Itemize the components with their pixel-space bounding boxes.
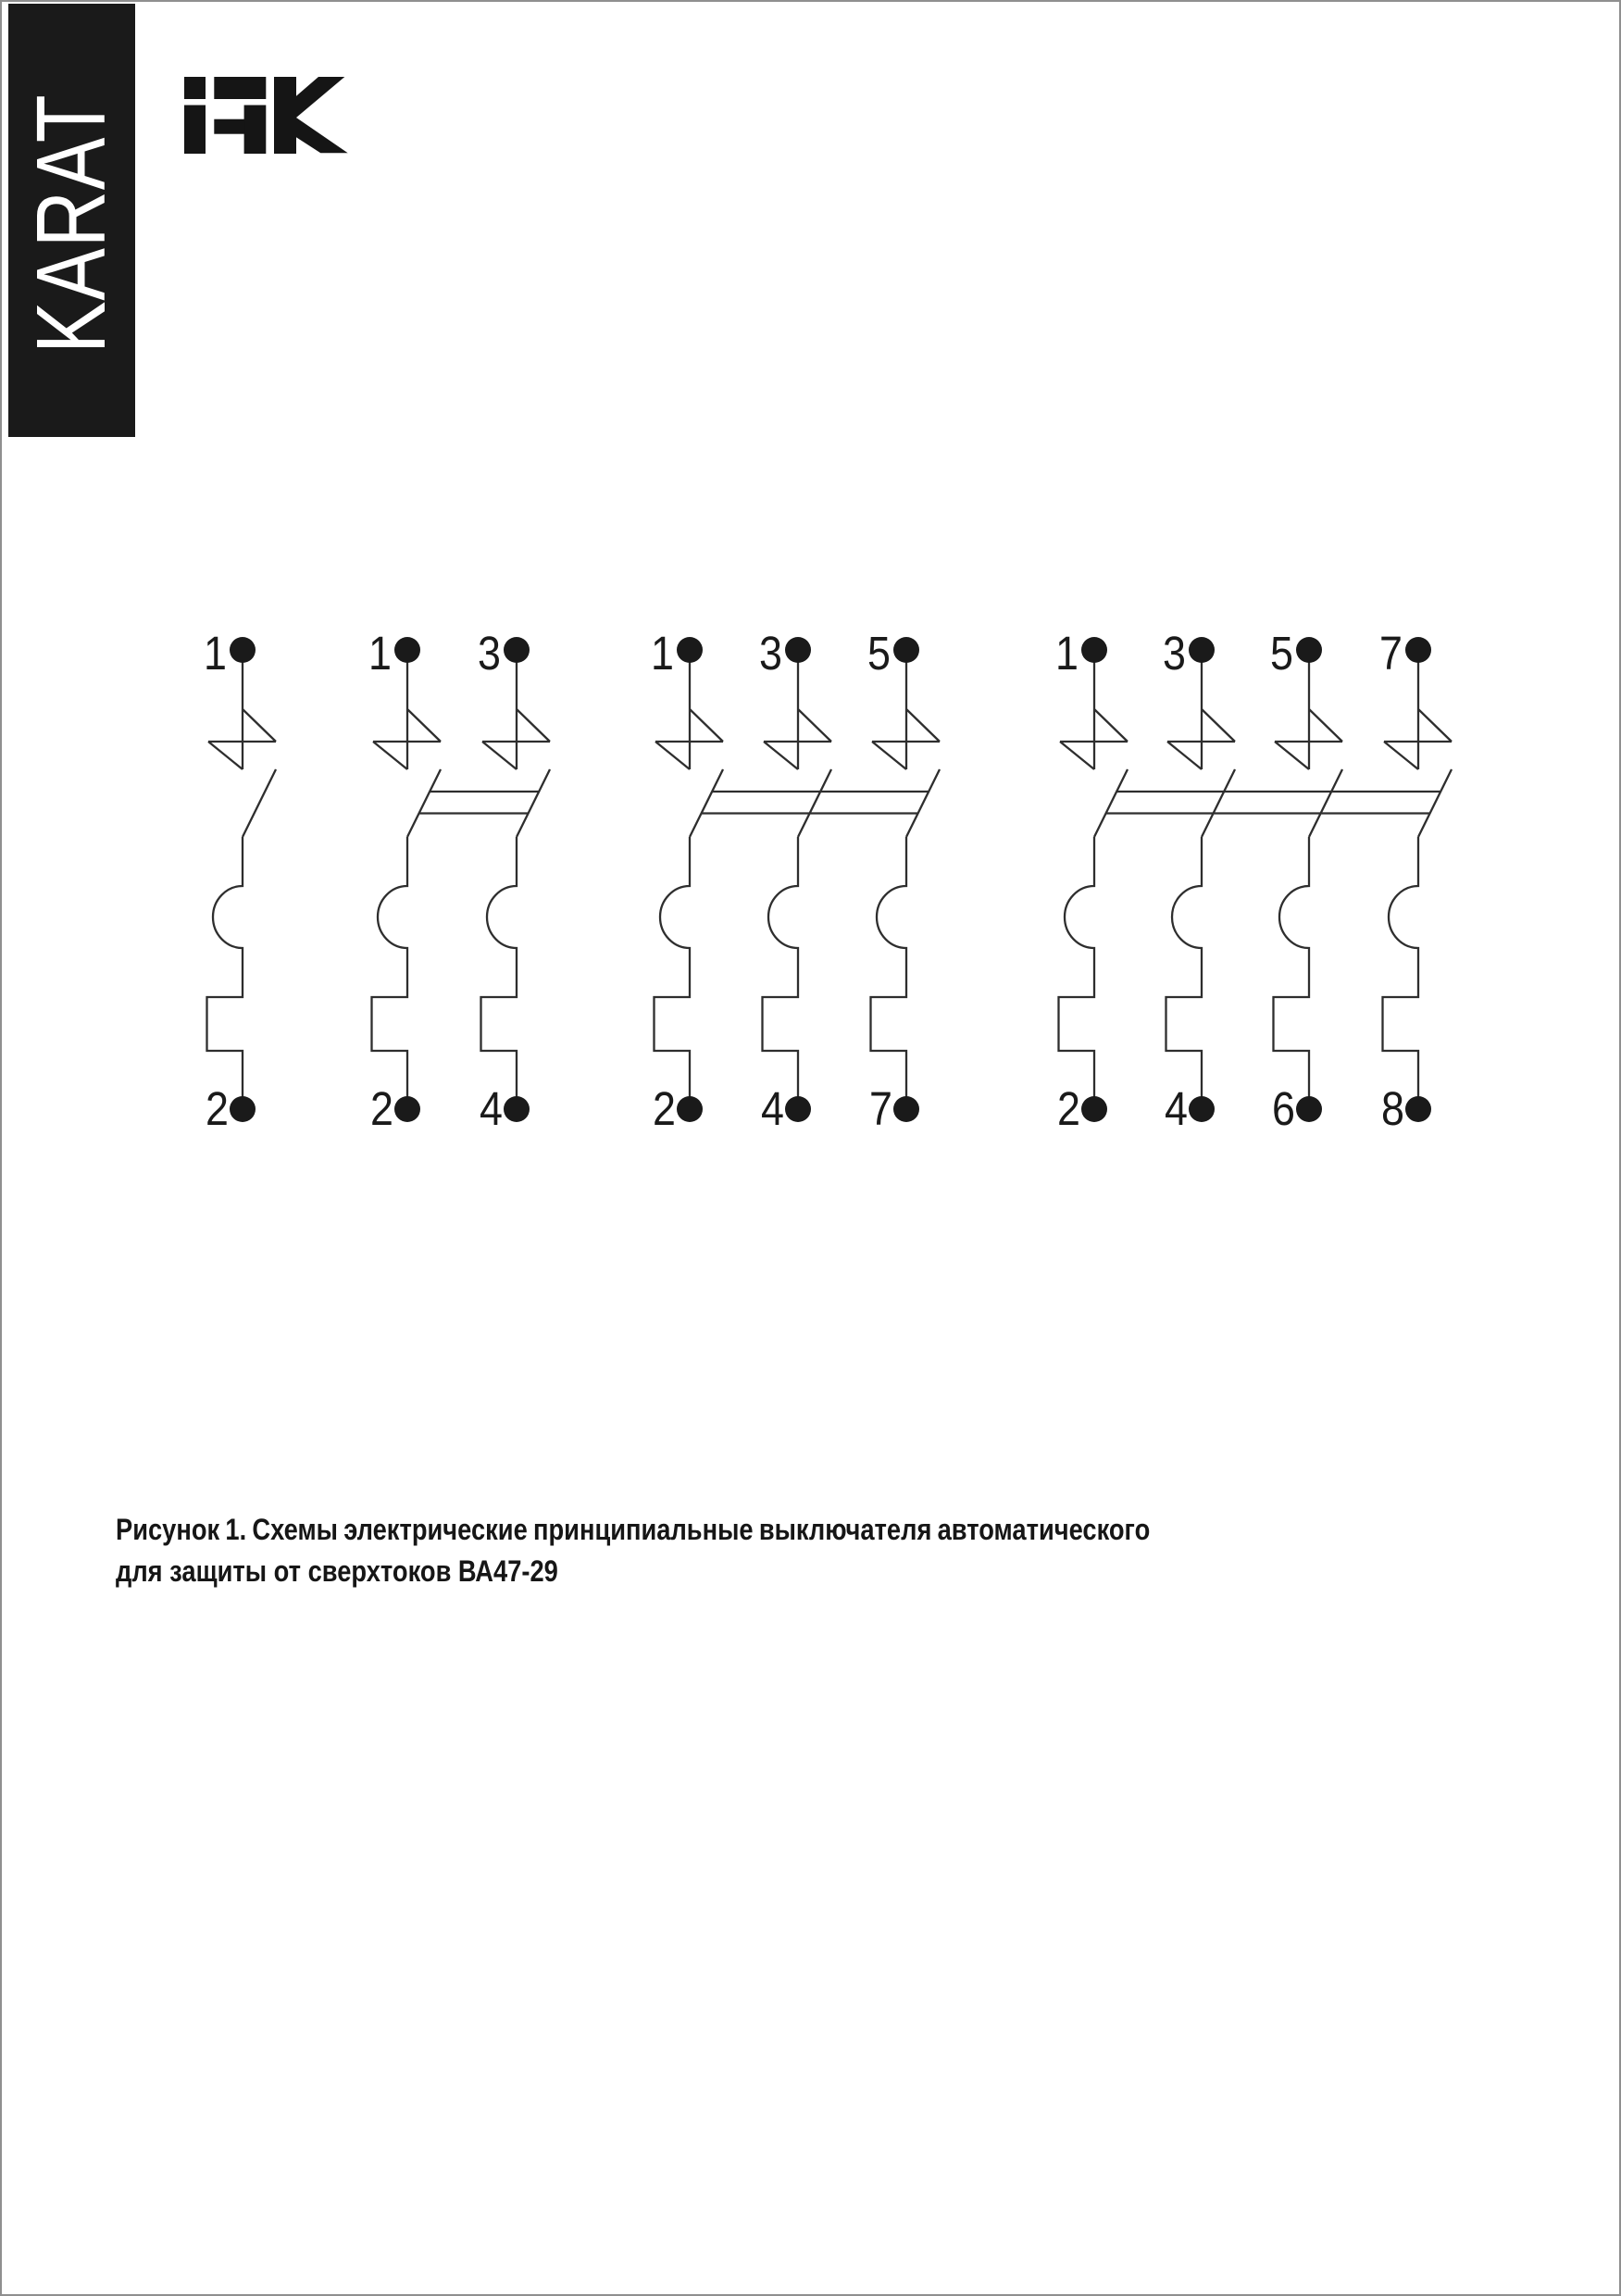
terminal-label-bottom: 7 — [869, 1083, 892, 1136]
pole-circuit-path — [1059, 650, 1128, 1109]
figure-schematics — [2, 2, 1621, 2296]
terminal-dot-top — [1189, 637, 1215, 663]
terminal-dot-bottom — [1189, 1096, 1215, 1122]
terminal-dot-top — [785, 637, 811, 663]
pole-circuit-path — [871, 650, 941, 1109]
terminal-dot-top — [1296, 637, 1322, 663]
mechanical-coupling-bars — [419, 792, 539, 814]
terminal-dot-bottom — [1081, 1096, 1107, 1122]
terminal-dot-bottom — [230, 1096, 256, 1122]
pole-circuit-path — [1166, 650, 1236, 1109]
schematic-2-pole — [368, 628, 550, 1135]
terminal-label-bottom: 6 — [1272, 1083, 1295, 1136]
pole-circuit-path — [1383, 650, 1453, 1109]
terminal-label-top: 1 — [204, 628, 227, 680]
terminal-label-top: 3 — [478, 628, 501, 680]
mechanical-coupling-bars — [1106, 792, 1440, 814]
figure-caption — [116, 1509, 1150, 1592]
terminal-dot-bottom — [504, 1096, 530, 1122]
terminal-label-top: 1 — [1055, 628, 1079, 680]
terminal-dot-top — [677, 637, 703, 663]
pole-circuit-path — [372, 650, 442, 1109]
terminal-label-top: 1 — [651, 628, 674, 680]
terminal-label-bottom: 4 — [761, 1083, 784, 1136]
terminal-dot-top — [504, 637, 530, 663]
karat-brand-text-label: KARAT — [17, 94, 126, 355]
terminal-label-bottom: 4 — [1165, 1083, 1188, 1136]
terminal-dot-bottom — [1296, 1096, 1322, 1122]
terminal-label-top: 3 — [759, 628, 782, 680]
terminal-label-bottom: 4 — [480, 1083, 503, 1136]
pole-circuit-path — [207, 650, 277, 1109]
pole-circuit-path — [655, 650, 724, 1109]
terminal-label-bottom: 2 — [370, 1083, 393, 1136]
terminal-dot-bottom — [677, 1096, 703, 1122]
terminal-dot-top — [893, 637, 919, 663]
terminal-dot-top — [230, 637, 256, 663]
terminal-dot-bottom — [785, 1096, 811, 1122]
terminal-label-top: 3 — [1163, 628, 1186, 680]
terminal-dot-bottom — [394, 1096, 420, 1122]
terminal-label-bottom: 8 — [1381, 1083, 1404, 1136]
figure-caption-line1: Рисунок 1. Схемы электрические принципиальные выключателя автоматического — [116, 1513, 1151, 1546]
terminal-label-bottom: 2 — [1057, 1083, 1080, 1136]
pole-circuit-path — [1274, 650, 1343, 1109]
terminal-label-bottom: 2 — [653, 1083, 676, 1136]
terminal-label-top: 1 — [368, 628, 392, 680]
schematic-3-pole — [651, 628, 940, 1135]
terminal-label-top: 5 — [867, 628, 891, 680]
terminal-dot-bottom — [893, 1096, 919, 1122]
terminal-dot-bottom — [1405, 1096, 1431, 1122]
terminal-dot-top — [1405, 637, 1431, 663]
schematic-1-pole — [204, 628, 276, 1135]
figure-caption-line2: для защиты от сверхтоков ВА47-29 — [116, 1554, 558, 1588]
terminal-label-top: 7 — [1379, 628, 1403, 680]
terminal-label-bottom: 2 — [206, 1083, 229, 1136]
terminal-dot-top — [1081, 637, 1107, 663]
schematic-4-pole — [1055, 628, 1452, 1135]
pole-circuit-path — [481, 650, 551, 1109]
pole-circuit-path — [763, 650, 832, 1109]
terminal-dot-top — [394, 637, 420, 663]
terminal-label-top: 5 — [1270, 628, 1293, 680]
